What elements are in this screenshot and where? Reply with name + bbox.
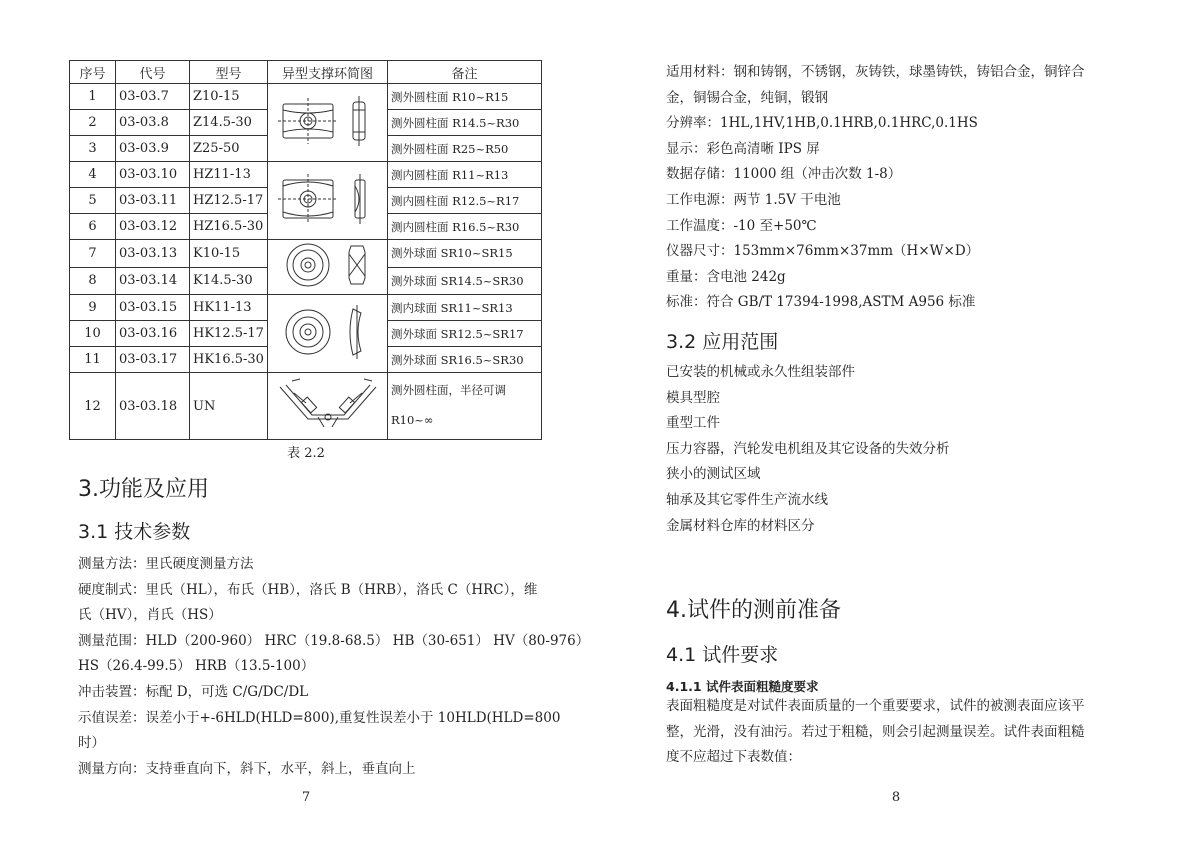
list-item: 已安装的机械或永久性组装部件 xyxy=(666,364,855,380)
row-no: 2 xyxy=(70,110,116,136)
section-4-title: 4.试件的测前准备 xyxy=(666,598,841,623)
table-row xyxy=(70,84,542,110)
param-line: 仪器尺寸：153mm×76mm×37mm（H×W×D） xyxy=(666,243,980,260)
param-line: 重量：含电池 242g xyxy=(666,268,786,285)
support-ring-table xyxy=(69,60,542,440)
table-caption: 表 2.2 xyxy=(287,446,325,461)
ring-hk-diagram xyxy=(273,297,383,367)
tech-params-list xyxy=(78,552,589,782)
param-line: 显示：彩色高清晰 IPS 屏 xyxy=(666,140,820,157)
list-item: 重型工件 xyxy=(666,415,720,432)
header-no: 序号 xyxy=(70,61,116,84)
row-model: UN xyxy=(190,373,268,440)
page-number: 8 xyxy=(891,790,901,805)
row-model: Z14.5-30 xyxy=(190,110,268,136)
row-model: Z25-50 xyxy=(190,136,268,162)
ring-hz-diagram xyxy=(273,164,383,234)
row-model: HZ11-13 xyxy=(190,162,268,188)
applications-list xyxy=(666,360,950,539)
row-code: 03-03.18 xyxy=(116,373,190,440)
row-model: Z10-15 xyxy=(190,84,268,110)
row-note: 测外球面 SR14.5~SR30 xyxy=(388,267,542,295)
row-code: 03-03.8 xyxy=(116,110,190,136)
param-line: HS（26.4-99.5） HRB（13.5-100） xyxy=(78,658,315,675)
diagram-k xyxy=(268,240,388,295)
param-line: 氏（HV），肖氏（HS） xyxy=(78,607,222,624)
row-code: 03-03.9 xyxy=(116,136,190,162)
diagram-hz xyxy=(268,162,388,240)
header-code: 代号 xyxy=(116,61,190,84)
body-line: 度不应超过下表数值： xyxy=(666,749,801,766)
row-code: 03-03.7 xyxy=(116,84,190,110)
ring-z-diagram xyxy=(273,86,383,156)
param-line: 工作温度：-10 至+50℃ xyxy=(666,217,817,234)
ring-k-diagram xyxy=(273,240,383,290)
row-model: HK12.5-17 xyxy=(190,321,268,347)
param-line: 冲击装置：标配 D，可选 C/G/DC/DL xyxy=(78,683,309,700)
diagram-un xyxy=(268,373,388,440)
param-line: 适用材料：钢和铸钢，不锈钢，灰铸铁，球墨铸铁，铸铝合金，铜锌合 xyxy=(666,64,1085,80)
param-line: 分辨率：1HL,1HV,1HB,0.1HRB,0.1HRC,0.1HS xyxy=(666,115,978,132)
row-no: 4 xyxy=(70,162,116,188)
section-3-1-title: 3.1 技术参数 xyxy=(78,521,191,543)
row-no: 5 xyxy=(70,188,116,214)
row-code: 03-03.17 xyxy=(116,347,190,373)
table-row xyxy=(70,240,542,268)
header-note: 备注 xyxy=(388,61,542,84)
param-line: 金，铜锡合金，纯铜，锻钢 xyxy=(666,89,828,106)
row-note: 测外圆柱面 R25~R50 xyxy=(388,136,542,162)
row-code: 03-03.13 xyxy=(116,240,190,268)
list-item: 轴承及其它零件生产流水线 xyxy=(666,491,828,508)
body-line: 整，光滑，没有油污。若过于粗糙，则会引起测量误差。试件表面粗糙 xyxy=(666,723,1085,740)
row-no: 8 xyxy=(70,267,116,295)
row-no: 7 xyxy=(70,240,116,268)
row-code: 03-03.10 xyxy=(116,162,190,188)
row-note: 测外球面 SR16.5~SR30 xyxy=(388,347,542,373)
header-model: 型号 xyxy=(190,61,268,84)
page-number: 7 xyxy=(301,790,311,805)
section-4-1-title: 4.1 试件要求 xyxy=(666,644,779,666)
section-3-title: 3.功能及应用 xyxy=(78,477,209,502)
row-code: 03-03.15 xyxy=(116,295,190,321)
param-line: 测量范围：HLD（200-960） HRC（19.8-68.5） HB（30-651） HV（80-976） xyxy=(78,632,590,649)
list-item: 压力容器，汽轮发电机组及其它设备的失效分析 xyxy=(666,440,950,457)
row-no: 12 xyxy=(70,373,116,440)
list-item: 狭小的测试区域 xyxy=(666,466,761,483)
list-item: 金属材料仓库的材料区分 xyxy=(666,517,815,534)
row-note: 测内圆柱面 R16.5~R30 xyxy=(388,214,542,240)
row-note: 测内球面 SR11~SR13 xyxy=(388,295,542,321)
param-line: 示值误差：误差小于+-6HLD(HLD=800),重复性误差小于 10HLD(HLD=800 xyxy=(78,709,561,726)
right-page xyxy=(600,0,1200,848)
header-diagram: 异型支撑环简图 xyxy=(268,61,388,84)
row-note: 测内圆柱面 R12.5~R17 xyxy=(388,188,542,214)
row-model: K10-15 xyxy=(190,240,268,268)
row-no: 10 xyxy=(70,321,116,347)
roughness-body xyxy=(666,694,1085,771)
param-line: 测量方法：里氏硬度测量方法 xyxy=(78,556,254,572)
section-3-2-title: 3.2 应用范围 xyxy=(666,331,779,353)
table-row xyxy=(70,373,542,440)
row-model: K14.5-30 xyxy=(190,267,268,295)
body-line: 表面粗糙度是对试件表面质量的一个重要要求，试件的被测表面应该平 xyxy=(666,698,1085,714)
table-row xyxy=(70,162,542,188)
row-code: 03-03.16 xyxy=(116,321,190,347)
row-note: 测外圆柱面 R10~R15 xyxy=(388,84,542,110)
row-note: 测外圆柱面 R14.5~R30 xyxy=(388,110,542,136)
row-note: 测外球面 SR12.5~SR17 xyxy=(388,321,542,347)
row-no: 9 xyxy=(70,295,116,321)
row-model: HZ12.5-17 xyxy=(190,188,268,214)
row-note: 测外球面 SR10~SR15 xyxy=(388,240,542,268)
row-no: 3 xyxy=(70,136,116,162)
param-line: 时） xyxy=(78,735,105,752)
section-4-1-1-title: 4.1.1 试件表面粗糙度要求 xyxy=(666,679,819,694)
diagram-hk xyxy=(268,295,388,373)
table-header-row xyxy=(70,61,542,84)
param-line: 工作电源：两节 1.5V 干电池 xyxy=(666,191,841,208)
list-item: 模具型腔 xyxy=(666,389,720,406)
row-note: 测外圆柱面，半径可调 R10~∞ xyxy=(388,373,542,440)
param-line: 标准：符合 GB/T 17394-1998,ASTM A956 标准 xyxy=(666,294,976,311)
param-line: 测量方向：支持垂直向下，斜下，水平，斜上，垂直向上 xyxy=(78,760,416,777)
row-no: 6 xyxy=(70,214,116,240)
row-model: HK11-13 xyxy=(190,295,268,321)
row-note: 测内圆柱面 R11~R13 xyxy=(388,162,542,188)
row-no: 1 xyxy=(70,84,116,110)
row-no: 11 xyxy=(70,347,116,373)
ring-un-diagram xyxy=(272,373,384,435)
row-model: HK16.5-30 xyxy=(190,347,268,373)
row-code: 03-03.12 xyxy=(116,214,190,240)
table-row xyxy=(70,295,542,321)
param-line: 硬度制式：里氏（HL），布氏（HB），洛氏 B（HRB），洛氏 C（HRC），维 xyxy=(78,581,538,598)
row-model: HZ16.5-30 xyxy=(190,214,268,240)
param-line: 数据存储：11000 组（冲击次数 1-8） xyxy=(666,166,902,183)
row-code: 03-03.11 xyxy=(116,188,190,214)
diagram-z xyxy=(268,84,388,162)
row-code: 03-03.14 xyxy=(116,267,190,295)
tech-params-continued xyxy=(666,60,1085,316)
